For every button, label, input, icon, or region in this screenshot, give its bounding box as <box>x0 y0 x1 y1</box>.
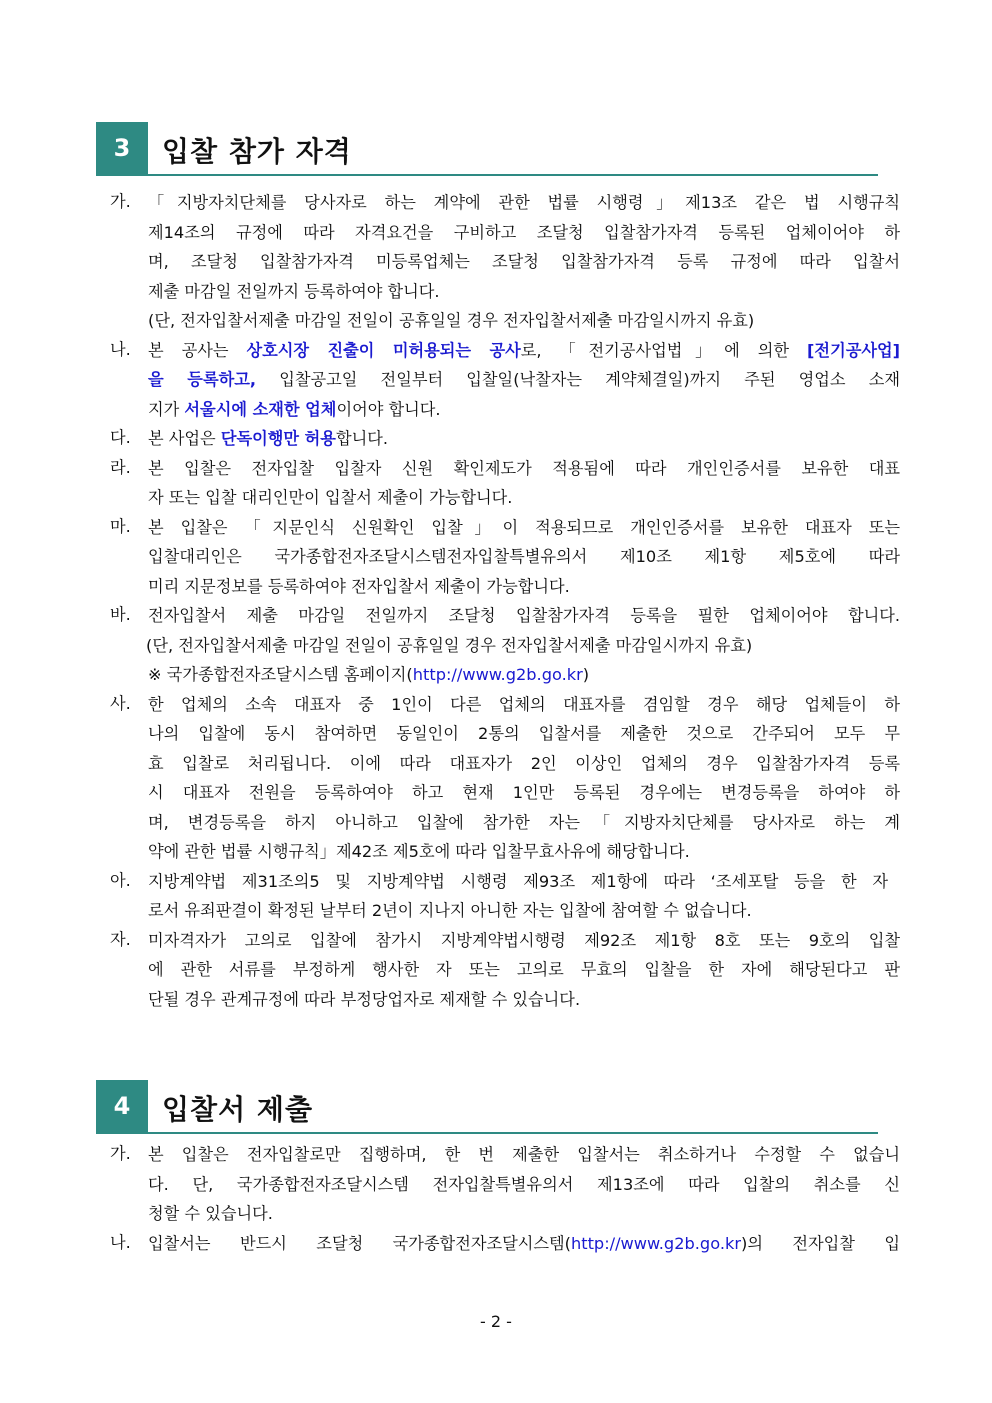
list-item <box>110 1140 900 1229</box>
item-text: 미리 지문정보를 등록하여야 전자입찰서 제출이 가능합니다. <box>148 576 570 596</box>
section-4-items <box>110 1140 900 1258</box>
item-text: 제14조의 규정에 따라 자격요건을 구비하고 조달청 입찰참가자격 등록된 업체이어야 하 <box>148 222 900 242</box>
item-text: 제출 마감일 전일까지 등록하여야 합니다. <box>148 281 440 301</box>
list-item <box>110 336 900 425</box>
section-title: 입찰서 제출 <box>162 1093 313 1126</box>
item-marker: 아. <box>110 870 131 890</box>
section-4-header <box>96 1080 878 1132</box>
list-item <box>110 513 900 602</box>
item-text: 약에 관한 법률 시행규칙」제42조 제5호에 따라 입찰무효사유에 해당합니다. <box>148 842 690 861</box>
text-segment: 로, 「전기공사업법」에 의한 <box>520 340 808 360</box>
item-marker: 나. <box>110 1232 131 1252</box>
list-item <box>110 188 900 336</box>
section-number: 4 <box>96 1080 148 1132</box>
item-marker: 가. <box>110 192 131 211</box>
item-text: 전자입찰서 제출 마감일 전일까지 조달청 입찰참가자격 등록을 필한 업체이어야 합니다. <box>148 606 900 625</box>
item-text: 한 업체의 소속 대표자 중 1인이 다른 업체의 대표자를 겸임할 경우 해당 업체들이 하 <box>148 694 900 714</box>
item-text: 며, 변경등록을 하지 아니하고 입찰에 참가한 자는「지방자치단체를 당사자로 하는 계 <box>148 812 900 832</box>
item-text: 에 관한 서류를 부정하게 행사한 자 또는 고의로 무효의 입찰을 한 자에 해당된다고 판 <box>148 960 900 979</box>
item-text: 시 대표자 전원을 등록하여야 하고 현재 1인만 등록된 경우에는 변경등록을 하여야 하 <box>148 783 900 802</box>
text-segment: 지가 <box>148 399 185 419</box>
text-segment: 본 공사는 <box>148 340 247 360</box>
highlight-text: [전기공사업] <box>807 340 900 360</box>
list-item <box>110 454 900 513</box>
list-item <box>110 601 900 690</box>
item-text: 「지방자치단체를 당사자로 하는 계약에 관한 법률 시행령」제13조 같은 법 시행규칙 <box>148 193 900 212</box>
text-segment: 이어야 합니다. <box>336 399 441 419</box>
text-segment: 입찰공고일 전일부터 입찰일(낙찰자는 계약체결일)까지 주된 영업소 소재 <box>256 370 900 389</box>
item-marker: 바. <box>110 605 131 624</box>
item-text: 자 또는 입찰 대리인만이 입찰서 제출이 가능합니다. <box>148 488 513 507</box>
list-item <box>110 424 900 454</box>
item-text: 본 입찰은 전자입찰로만 집행하며, 한 번 제출한 입찰서는 취소하거나 수정할 수 없습니 <box>148 1145 900 1164</box>
item-text <box>148 395 900 425</box>
text-segment: ) <box>582 665 590 684</box>
item-note <box>148 660 900 690</box>
item-marker: 자. <box>110 929 131 949</box>
highlight-text: 서울시에 소재한 업체 <box>184 399 337 419</box>
item-text: 단될 경우 관계규정에 따라 부정당업자로 제재할 수 있습니다. <box>148 989 581 1009</box>
section-title: 입찰 참가 자격 <box>162 135 352 168</box>
item-note: (단, 전자입찰서제출 마감일 전일이 공휴일일 경우 전자입찰서제출 마감일시까지 유효) <box>146 635 753 655</box>
item-text: 로서 유죄판결이 확정된 날부터 2년이 지나지 아니한 자는 입찰에 참여할 수 없습니다. <box>148 901 752 920</box>
text-segment: 합니다. <box>335 429 389 448</box>
list-item <box>110 867 900 926</box>
item-text <box>148 336 900 366</box>
item-text: 효 입찰로 처리됩니다. 이에 따라 대표자가 2인 이상인 업체의 경우 입찰참가자격 등록 <box>148 753 900 773</box>
g2b-link[interactable]: http://www.g2b.go.kr <box>570 1233 741 1253</box>
item-note: (단, 전자입찰서제출 마감일 전일이 공휴일일 경우 전자입찰서제출 마감일시까지 유효) <box>148 311 755 330</box>
highlight-text: 단독이행만 허용 <box>220 429 336 448</box>
text-segment: 입찰서는 반드시 조달청 국가종합전자조달시스템( <box>148 1233 571 1253</box>
list-item <box>110 1229 900 1259</box>
item-marker: 가. <box>110 1144 131 1163</box>
section-divider <box>96 174 878 176</box>
item-text: 며, 조달청 입찰참가자격 미등록업체는 조달청 입찰참가자격 등록 규정에 따라 입찰서 <box>148 252 900 271</box>
item-marker: 마. <box>110 516 131 536</box>
item-marker: 나. <box>110 339 131 359</box>
g2b-link[interactable]: http://www.g2b.go.kr <box>412 665 583 684</box>
item-text: 다. 단, 국가종합전자조달시스템 전자입찰특별유의서 제13조에 따라 입찰의 취소를 신 <box>148 1174 900 1194</box>
page-number: - 2 - <box>480 1312 512 1331</box>
item-text: 미자격자가 고의로 입찰에 참가시 지방계약법시행령 제92조 제1항 8호 또는 9호의 입찰 <box>148 930 900 950</box>
list-item <box>110 926 900 1015</box>
highlight-text: 상호시장 진출이 미허용되는 공사 <box>246 340 521 360</box>
section-number: 3 <box>96 122 148 174</box>
item-text: 본 입찰은 「지문인식 신원확인 입찰」이 적용되므로 개인인증서를 보유한 대표자 또는 <box>148 517 900 537</box>
item-text <box>148 1229 900 1259</box>
item-marker: 라. <box>110 457 131 477</box>
section-3-header <box>96 122 878 174</box>
item-text <box>148 365 900 395</box>
text-segment: 본 사업은 <box>148 429 221 448</box>
highlight-text: 을 등록하고, <box>148 370 257 389</box>
item-text: 나의 입찰에 동시 참여하면 동일인이 2통의 입찰서를 제출한 것으로 간주되어 모두 무 <box>148 724 900 743</box>
item-text: 청할 수 있습니다. <box>148 1204 273 1223</box>
item-marker: 사. <box>110 693 131 713</box>
section-divider <box>96 1132 878 1134</box>
text-segment: ※ 국가종합전자조달시스템 홈페이지( <box>148 665 413 684</box>
item-text <box>148 424 900 454</box>
item-text: 입찰대리인은 국가종합전자조달시스템전자입찰특별유의서 제10조 제1항 제5호에 따라 <box>148 547 900 566</box>
section-3-items <box>110 188 900 1014</box>
item-text: 본 입찰은 전자입찰 입찰자 신원 확인제도가 적용됨에 따라 개인인증서를 보유한 대표 <box>148 458 900 478</box>
text-segment: )의 전자입찰 입 <box>741 1233 900 1253</box>
item-marker: 다. <box>110 428 131 447</box>
item-text: 지방계약법 제31조의5 및 지방계약법 시행령 제93조 제1항에 따라 ‘조세포탈 등을 한 자 <box>148 871 888 891</box>
list-item <box>110 690 900 867</box>
